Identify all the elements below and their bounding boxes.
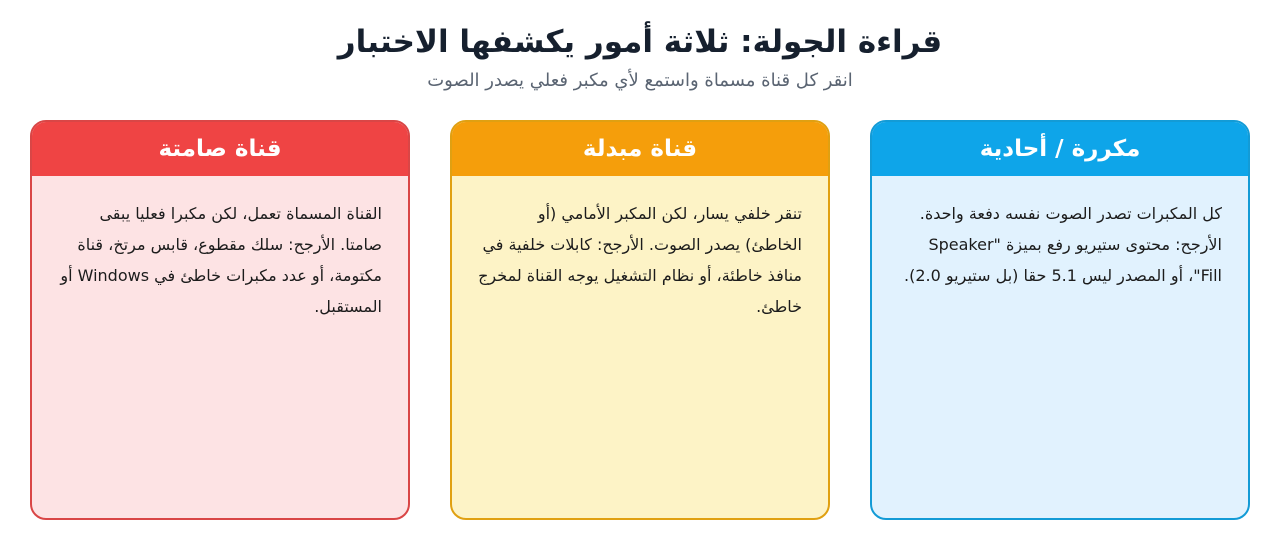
- page-subtitle: انقر كل قناة مسماة واستمع لأي مكبر فعلي يصدر الصوت: [427, 70, 853, 91]
- card-heading: قناة مبدلة: [452, 122, 828, 176]
- card-silent-channel: [30, 120, 410, 520]
- page-title: قراءة الجولة: ثلاثة أمور يكشفها الاختبار: [337, 24, 943, 60]
- card-heading: قناة صامتة: [32, 122, 408, 176]
- card-duplicated-mono: [870, 120, 1250, 520]
- card-description: تنقر خلفي يسار، لكن المكبر الأمامي (أو الخاطئ) يصدر الصوت. الأرجح: كابلات خلفية في منافذ خاطئة، أو نظام التشغيل يوجه القناة لمخرج خاطئ.: [478, 204, 802, 316]
- card-description: كل المكبرات تصدر الصوت نفسه دفعة واحدة. الأرجح: محتوى ستيريو رفع بميزة "Speaker Fill"، أو المصدر ليس 5.1 حقا (بل ستيريو 2.0).: [904, 204, 1222, 285]
- card-swapped-channel: [450, 120, 830, 520]
- card-heading: مكررة / أحادية: [872, 122, 1248, 176]
- card-description: القناة المسماة تعمل، لكن مكبرا فعليا يبقى صامتا. الأرجح: سلك مقطوع، قابس مرتخ، قناة مكتومة، أو عدد مكبرات خاطئ في Windows أو المستقبل.: [60, 204, 382, 316]
